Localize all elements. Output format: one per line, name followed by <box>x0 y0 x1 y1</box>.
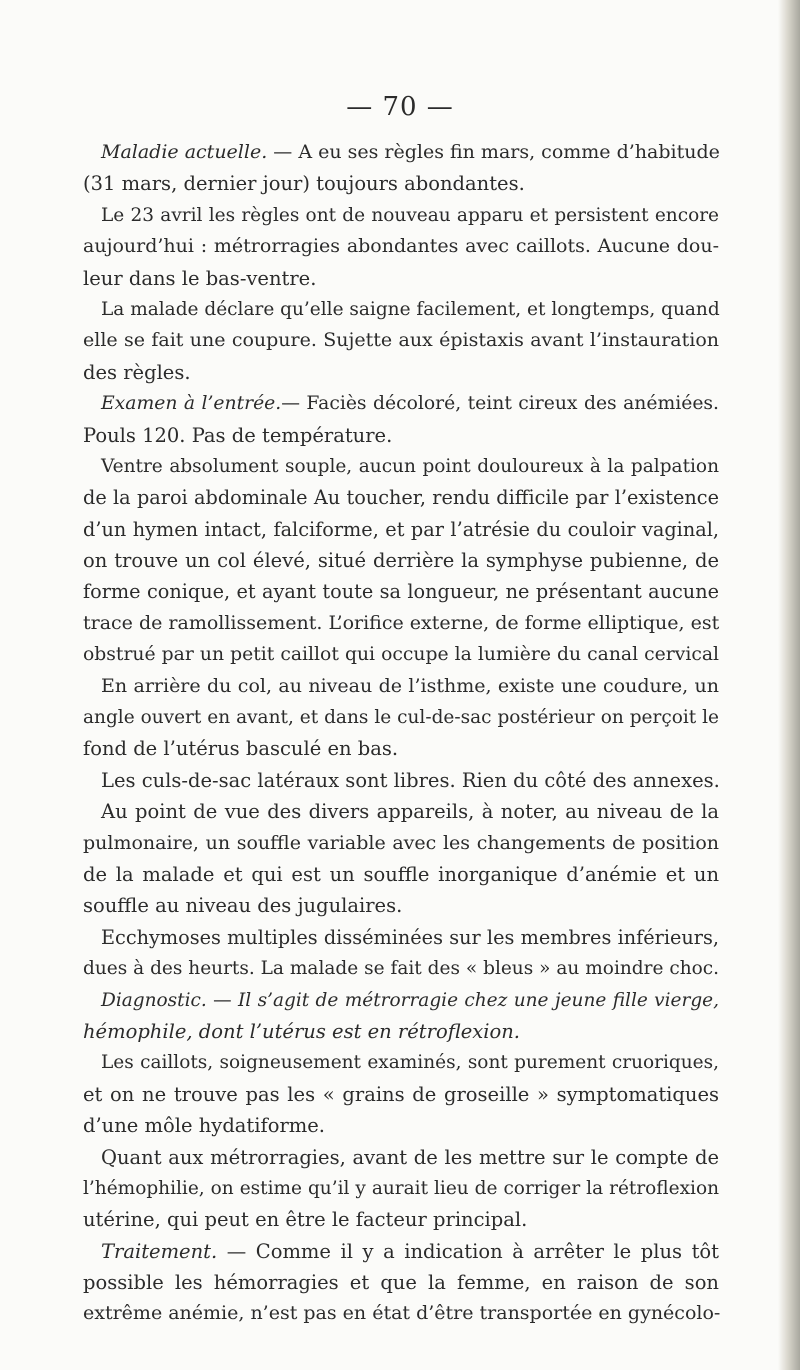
body-text <box>83 137 719 1330</box>
text-segment: pulmonaire, un souffle variable avec les changements de position <box>83 831 719 854</box>
italic-text: hémophile, dont l’utérus est en rétroflexion. <box>83 1019 520 1043</box>
text-line <box>83 733 719 764</box>
text-line <box>83 671 719 702</box>
text-segment: Pouls 120. Pas de température. <box>83 423 393 447</box>
text-segment: elle se fait une coupure. Sujette aux épistaxis avant l’instauration <box>83 329 719 352</box>
text-line <box>83 796 719 827</box>
text-segment: de la malade et qui est un souffle inorganique d’anémie et un <box>83 862 719 886</box>
text-segment: angle ouvert en avant, et dans le cul-de-sac postérieur on perçoit le <box>83 707 719 729</box>
text-line <box>83 1016 719 1047</box>
text-segment: Ecchymoses multiples disséminées sur les membres inférieurs, <box>101 925 719 949</box>
text-line <box>83 828 719 859</box>
text-line <box>83 357 719 388</box>
page-number: — 70 — <box>346 92 454 122</box>
text-segment: l’hémophilie, on estime qu’il y aurait lieu de corriger la rétroflexion <box>83 1177 719 1199</box>
text-line <box>83 451 719 482</box>
text-line <box>83 420 719 451</box>
text-segment: — <box>206 989 238 1011</box>
text-segment: Quant aux métrorragies, avant de les mettre sur le compte de <box>101 1145 719 1169</box>
text-line <box>83 137 719 168</box>
text-line <box>83 1173 719 1204</box>
text-line <box>83 890 719 921</box>
text-line <box>83 325 719 356</box>
text-segment: de la paroi abdominale Au toucher, rendu difficile par l’existence <box>83 486 719 510</box>
text-segment: — Faciès décoloré, teint cireux des anémiées. <box>281 393 719 415</box>
text-segment: souffle au niveau des jugulaires. <box>83 894 403 918</box>
text-segment: forme conique, et ayant toute sa longueur, ne présentant aucune <box>83 580 719 604</box>
text-segment: trace de ramollissement. L’orifice externe, de forme elliptique, est <box>83 611 720 634</box>
text-line <box>83 231 719 262</box>
text-segment: possible les hémorragies et que la femme, en raison de son <box>83 1271 719 1295</box>
text-line <box>83 702 719 733</box>
text-line <box>83 765 719 796</box>
text-line <box>83 859 719 890</box>
text-segment: La malade déclare qu’elle saigne facilement, et longtemps, quand <box>101 298 720 320</box>
italic-text: Traitement. <box>101 1239 218 1263</box>
text-segment: leur dans le bas-ventre. <box>83 266 317 290</box>
text-segment: extrême anémie, n’est pas en état d’être transportée en gynécolo- <box>83 1302 721 1325</box>
text-line <box>83 576 719 607</box>
text-segment: fond de l’utérus basculé en bas. <box>83 737 399 761</box>
text-line <box>83 1110 719 1141</box>
text-segment: — Comme il y a indication à arrêter le plus tôt <box>217 1239 719 1263</box>
text-line <box>83 388 719 419</box>
text-segment: aujourd’hui : métrorragies abondantes avec caillots. Aucune dou- <box>83 235 719 258</box>
text-line <box>83 482 719 513</box>
text-line <box>83 1236 719 1267</box>
text-segment: (31 mars, dernier jour) toujours abondantes. <box>83 172 525 196</box>
text-line <box>83 200 719 231</box>
text-segment: obstrué par un petit caillot qui occupe la lumière du canal cervical <box>83 644 719 666</box>
text-segment: et on ne trouve pas les « grains de groseille » symptomatiques <box>83 1082 719 1106</box>
text-segment: d’un hymen intact, falciforme, et par l’atrésie du couloir vaginal, <box>83 517 719 541</box>
italic-text: Diagnostic. <box>101 989 207 1011</box>
text-segment: Ventre absolument souple, aucun point douloureux à la palpation <box>101 455 719 477</box>
text-line <box>83 1079 719 1110</box>
text-segment: Les culs-de-sac latéraux sont libres. Rien du côté des annexes. <box>101 768 720 792</box>
text-line <box>83 608 719 639</box>
text-line <box>83 1204 719 1235</box>
text-segment: En arrière du col, au niveau de l’isthme, existe une coudure, un <box>101 674 719 697</box>
text-segment: Au point de vue des divers appareils, à noter, au niveau de la <box>101 800 719 824</box>
text-line <box>83 1047 719 1078</box>
text-line <box>83 1267 719 1298</box>
italic-text: Maladie actuelle. <box>101 141 268 163</box>
text-line <box>83 1142 719 1173</box>
italic-text: Il s’agit de métrorragie chez une jeune fille vierge, <box>238 989 720 1011</box>
text-segment: utérine, qui peut en être le facteur principal. <box>83 1208 528 1232</box>
text-segment: Les caillots, soigneusement examinés, sont purement cruoriques, <box>101 1052 719 1074</box>
text-segment: — A eu ses règles fin mars, comme d’habitude <box>267 141 720 163</box>
text-segment: Le 23 avril les règles ont de nouveau apparu et persistent encore <box>101 204 719 226</box>
text-segment: des règles. <box>83 360 191 384</box>
text-segment: d’une môle hydatiforme. <box>83 1114 326 1138</box>
text-line <box>83 545 719 576</box>
text-line <box>83 922 719 953</box>
text-line <box>83 639 719 670</box>
text-segment: on trouve un col élevé, situé derrière la symphyse pubienne, de <box>83 549 719 573</box>
text-line <box>83 514 719 545</box>
text-line <box>83 985 719 1016</box>
italic-text: Examen à l’entrée. <box>101 393 282 415</box>
text-line <box>83 953 719 984</box>
text-segment: dues à des heurts. La malade se fait des « bleus » au moindre choc. <box>83 958 719 980</box>
text-line <box>83 168 719 199</box>
text-line <box>83 294 719 325</box>
page-edge-shadow <box>778 0 800 1370</box>
text-line <box>83 263 719 294</box>
text-line <box>83 1298 719 1329</box>
